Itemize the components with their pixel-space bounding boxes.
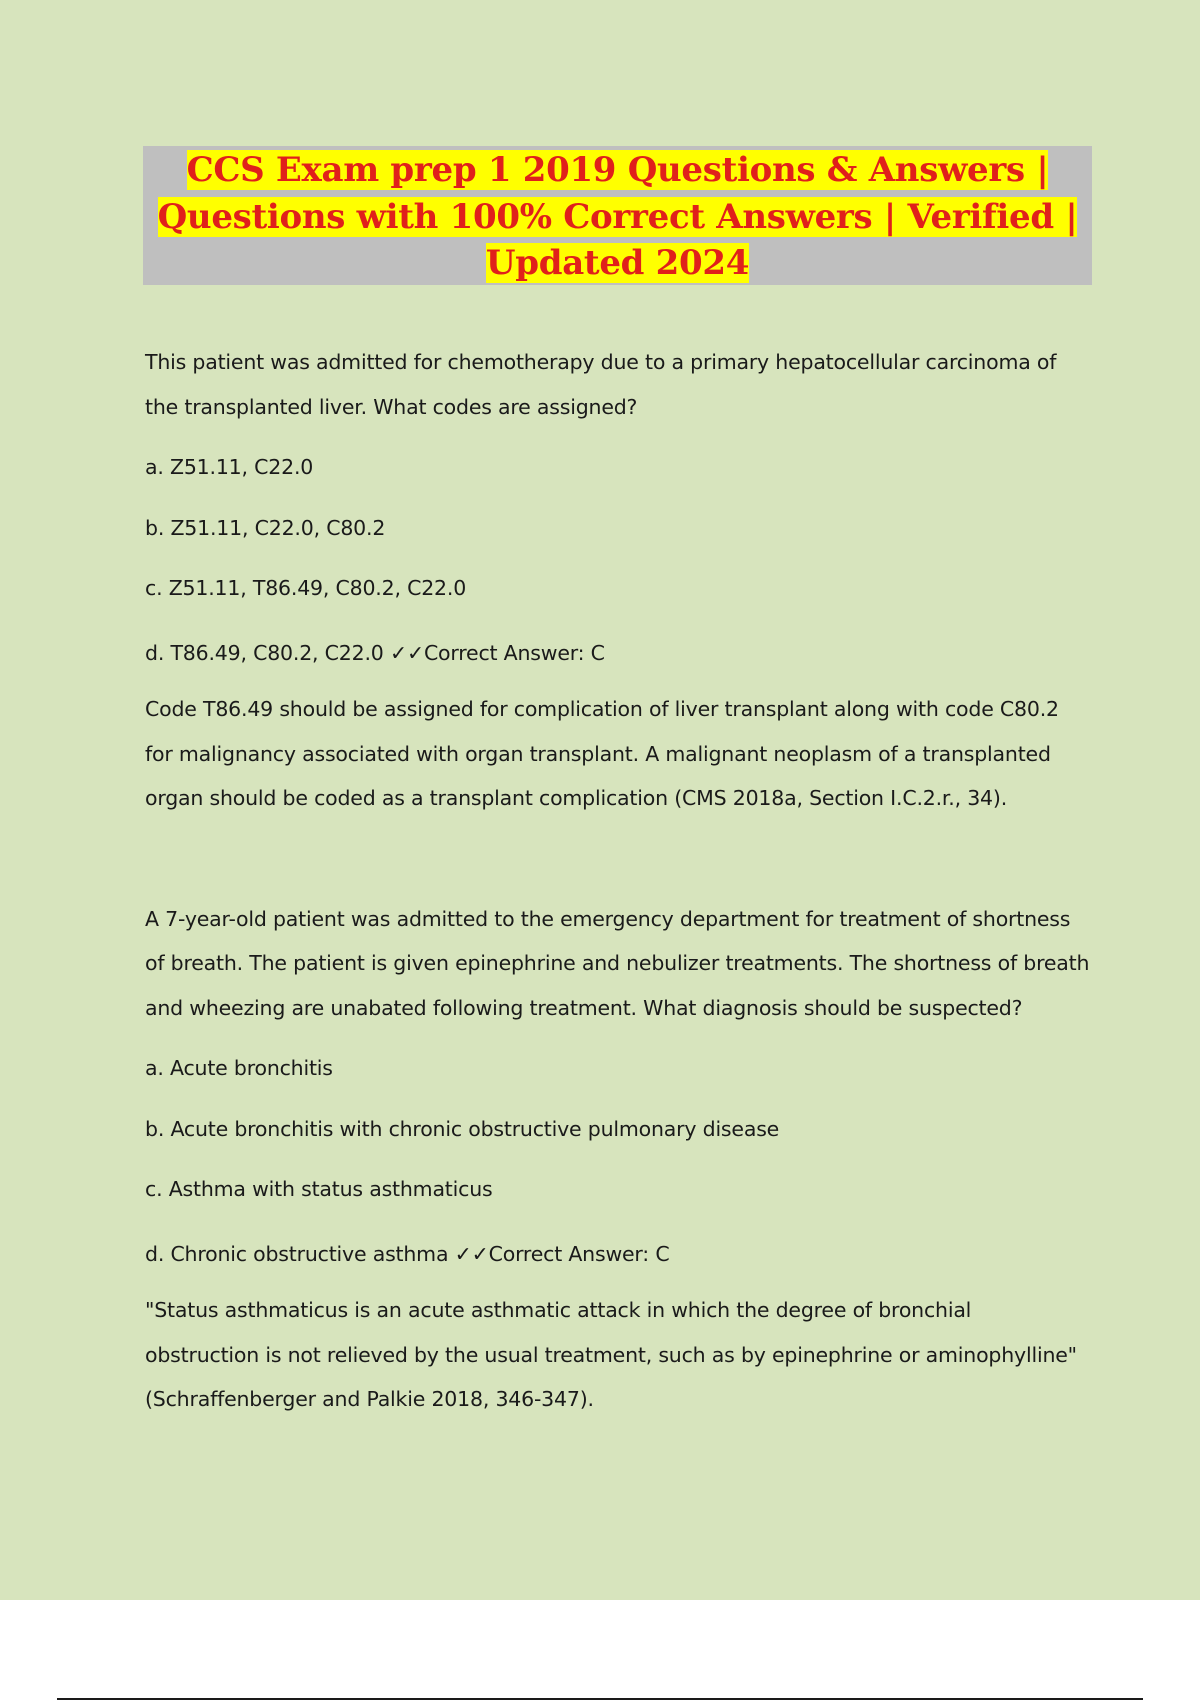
title-line-3: Updated 2024 bbox=[485, 243, 750, 283]
questions-content bbox=[145, 340, 1090, 1422]
title-line-1: CCS Exam prep 1 2019 Questions & Answers | bbox=[186, 150, 1049, 190]
option-a: a. Acute bronchitis bbox=[145, 1056, 333, 1080]
option-d: d. Chronic obstructive asthma bbox=[145, 1241, 449, 1266]
option-d-with-answer bbox=[145, 631, 1090, 676]
option-a: a. Z51.11, C22.0 bbox=[145, 455, 314, 479]
option-b: b. Acute bronchitis with chronic obstructive pulmonary disease bbox=[145, 1116, 780, 1141]
question-block-2 bbox=[145, 897, 1090, 1422]
check-mark-icon: ✓✓ bbox=[389, 640, 424, 665]
option-b: b. Z51.11, C22.0, C80.2 bbox=[145, 515, 386, 540]
option-d: d. T86.49, C80.2, C22.0 bbox=[145, 640, 384, 665]
correct-answer: Correct Answer: C bbox=[488, 1241, 670, 1266]
check-mark-icon: ✓✓ bbox=[454, 1241, 489, 1266]
title-line-2: Questions with 100% Correct Answers | Verified | bbox=[157, 196, 1078, 237]
option-d-with-answer bbox=[145, 1232, 1090, 1277]
option-c: c. Z51.11, T86.49, C80.2, C22.0 bbox=[145, 576, 467, 600]
option-c: c. Asthma with status asthmaticus bbox=[145, 1177, 493, 1201]
answer-explanation: Code T86.49 should be assigned for complication of liver transplant along with code C80.2 for malignancy associated with organ transplant. A malignant neoplasm of a transplanted organ should be coded as a transplant complication (CMS 2018a, Section I.C.2.r., 34). bbox=[145, 697, 1059, 810]
question-stem: This patient was admitted for chemotherapy due to a primary hepatocellular carcinoma of the transplanted liver. What codes are assigned? bbox=[145, 350, 1057, 419]
title-banner bbox=[143, 146, 1092, 285]
document-title bbox=[143, 146, 1092, 287]
question-stem: A 7-year-old patient was admitted to the emergency department for treatment of shortness of breath. The patient is given epinephrine and nebulizer treatments. The shortness of breath and wheezing are unabated following treatment. What diagnosis should be suspected? bbox=[145, 906, 1090, 1020]
correct-answer: Correct Answer: C bbox=[423, 640, 605, 665]
answer-explanation: "Status asthmaticus is an acute asthmatic attack in which the degree of bronchial obstruction is not relieved by the usual treatment, such as by epinephrine or aminophylline" (Schraffenberger and Palkie 2018, 346-347). bbox=[145, 1298, 1077, 1411]
question-block-1 bbox=[145, 340, 1090, 821]
